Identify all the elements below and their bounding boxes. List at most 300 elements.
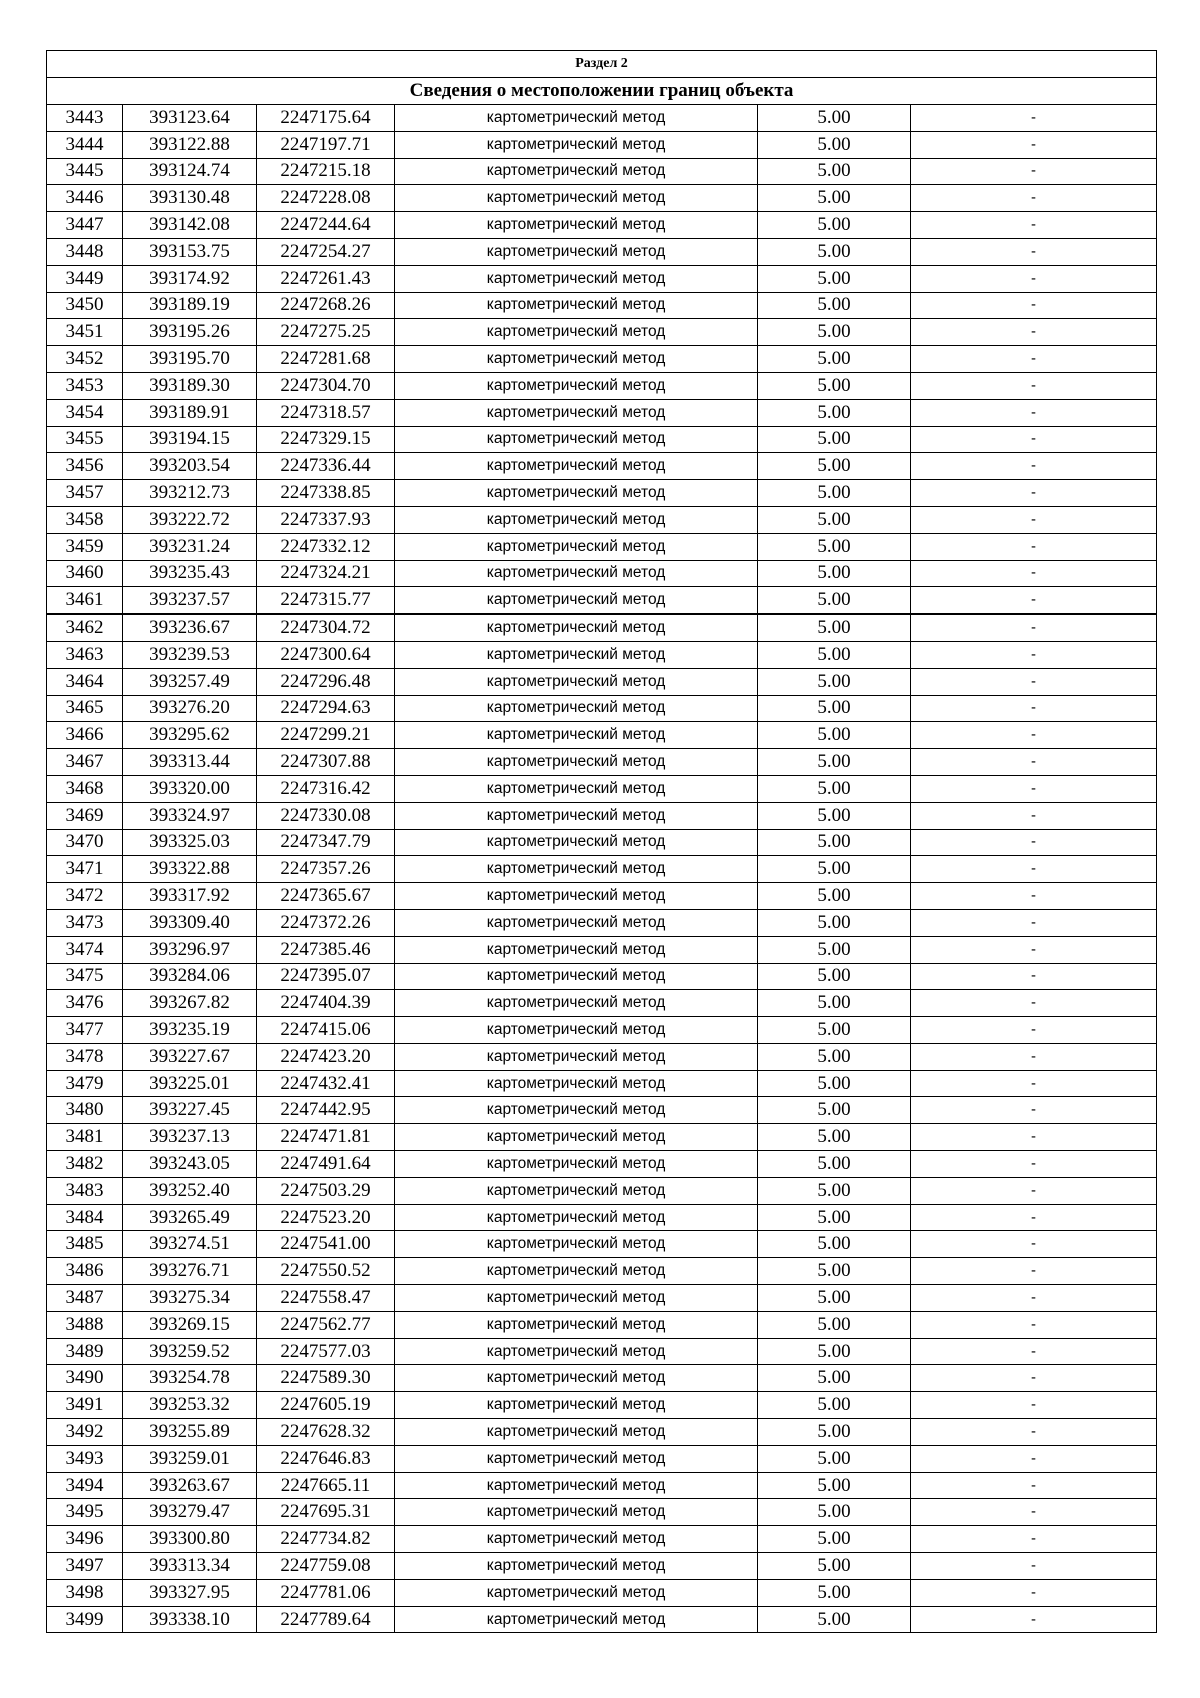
method-cell: картометрический метод (395, 1285, 758, 1312)
x-coordinate-cell: 393269.15 (123, 1311, 257, 1338)
x-coordinate-cell: 393320.00 (123, 775, 257, 802)
y-coordinate-cell: 2247415.06 (257, 1017, 395, 1044)
y-coordinate-cell: 2247307.88 (257, 749, 395, 776)
accuracy-cell: 5.00 (758, 641, 911, 668)
y-coordinate-cell: 2247254.27 (257, 238, 395, 265)
description-cell: - (911, 185, 1157, 212)
x-coordinate-cell: 393325.03 (123, 829, 257, 856)
y-coordinate-cell: 2247372.26 (257, 909, 395, 936)
point-number-cell: 3455 (47, 426, 123, 453)
description-cell: - (911, 560, 1157, 587)
point-number-cell: 3453 (47, 372, 123, 399)
accuracy-cell: 5.00 (758, 883, 911, 910)
document-page (46, 50, 1156, 1633)
accuracy-cell: 5.00 (758, 265, 911, 292)
x-coordinate-cell: 393235.43 (123, 560, 257, 587)
point-number-cell: 3479 (47, 1070, 123, 1097)
table-row (47, 1258, 1157, 1285)
y-coordinate-cell: 2247299.21 (257, 722, 395, 749)
y-coordinate-cell: 2247550.52 (257, 1258, 395, 1285)
method-cell: картометрический метод (395, 292, 758, 319)
y-coordinate-cell: 2247304.70 (257, 372, 395, 399)
point-number-cell: 3480 (47, 1097, 123, 1124)
method-cell: картометрический метод (395, 1124, 758, 1151)
table-row (47, 1204, 1157, 1231)
point-number-cell: 3449 (47, 265, 123, 292)
description-cell: - (911, 829, 1157, 856)
accuracy-cell: 5.00 (758, 292, 911, 319)
point-number-cell: 3452 (47, 346, 123, 373)
point-number-cell: 3458 (47, 506, 123, 533)
point-number-cell: 3450 (47, 292, 123, 319)
point-number-cell: 3485 (47, 1231, 123, 1258)
description-cell: - (911, 909, 1157, 936)
table-body (47, 51, 1157, 1633)
y-coordinate-cell: 2247646.83 (257, 1445, 395, 1472)
description-cell: - (911, 105, 1157, 132)
method-cell: картометрический метод (395, 319, 758, 346)
y-coordinate-cell: 2247296.48 (257, 668, 395, 695)
accuracy-cell: 5.00 (758, 131, 911, 158)
y-coordinate-cell: 2247329.15 (257, 426, 395, 453)
table-row (47, 238, 1157, 265)
y-coordinate-cell: 2247789.64 (257, 1606, 395, 1633)
point-number-cell: 3473 (47, 909, 123, 936)
accuracy-cell: 5.00 (758, 1579, 911, 1606)
table-row (47, 1606, 1157, 1633)
method-cell: картометрический метод (395, 668, 758, 695)
method-cell: картометрический метод (395, 480, 758, 507)
table-row (47, 372, 1157, 399)
table-row (47, 722, 1157, 749)
method-cell: картометрический метод (395, 1579, 758, 1606)
table-row (47, 1070, 1157, 1097)
method-cell: картометрический метод (395, 990, 758, 1017)
y-coordinate-cell: 2247558.47 (257, 1285, 395, 1312)
method-cell: картометрический метод (395, 587, 758, 614)
method-cell: картометрический метод (395, 1231, 758, 1258)
boundary-coordinates-table (46, 50, 1157, 1633)
method-cell: картометрический метод (395, 695, 758, 722)
y-coordinate-cell: 2247734.82 (257, 1526, 395, 1553)
accuracy-cell: 5.00 (758, 158, 911, 185)
accuracy-cell: 5.00 (758, 775, 911, 802)
description-cell: - (911, 1043, 1157, 1070)
table-row (47, 1151, 1157, 1178)
accuracy-cell: 5.00 (758, 1365, 911, 1392)
x-coordinate-cell: 393313.44 (123, 749, 257, 776)
point-number-cell: 3459 (47, 533, 123, 560)
method-cell: картометрический метод (395, 1499, 758, 1526)
accuracy-cell: 5.00 (758, 936, 911, 963)
description-cell: - (911, 856, 1157, 883)
description-cell: - (911, 749, 1157, 776)
table-row (47, 453, 1157, 480)
x-coordinate-cell: 393279.47 (123, 1499, 257, 1526)
x-coordinate-cell: 393231.24 (123, 533, 257, 560)
method-cell: картометрический метод (395, 265, 758, 292)
table-row (47, 1472, 1157, 1499)
x-coordinate-cell: 393142.08 (123, 212, 257, 239)
description-cell: - (911, 212, 1157, 239)
x-coordinate-cell: 393123.64 (123, 105, 257, 132)
method-cell: картометрический метод (395, 105, 758, 132)
point-number-cell: 3445 (47, 158, 123, 185)
point-number-cell: 3456 (47, 453, 123, 480)
y-coordinate-cell: 2247261.43 (257, 265, 395, 292)
accuracy-cell: 5.00 (758, 802, 911, 829)
description-cell: - (911, 1070, 1157, 1097)
accuracy-cell: 5.00 (758, 1285, 911, 1312)
method-cell: картометрический метод (395, 1070, 758, 1097)
accuracy-cell: 5.00 (758, 963, 911, 990)
point-number-cell: 3482 (47, 1151, 123, 1178)
table-row (47, 426, 1157, 453)
x-coordinate-cell: 393275.34 (123, 1285, 257, 1312)
y-coordinate-cell: 2247347.79 (257, 829, 395, 856)
point-number-cell: 3468 (47, 775, 123, 802)
method-cell: картометрический метод (395, 1606, 758, 1633)
x-coordinate-cell: 393322.88 (123, 856, 257, 883)
point-number-cell: 3494 (47, 1472, 123, 1499)
description-cell: - (911, 1553, 1157, 1580)
table-row (47, 533, 1157, 560)
x-coordinate-cell: 393122.88 (123, 131, 257, 158)
point-number-cell: 3463 (47, 641, 123, 668)
table-row (47, 1526, 1157, 1553)
x-coordinate-cell: 393274.51 (123, 1231, 257, 1258)
y-coordinate-cell: 2247336.44 (257, 453, 395, 480)
table-title: Сведения о местоположении границ объекта (47, 78, 1157, 105)
method-cell: картометрический метод (395, 856, 758, 883)
description-cell: - (911, 319, 1157, 346)
table-row (47, 1579, 1157, 1606)
table-row (47, 909, 1157, 936)
table-row (47, 560, 1157, 587)
accuracy-cell: 5.00 (758, 533, 911, 560)
table-row (47, 641, 1157, 668)
x-coordinate-cell: 393317.92 (123, 883, 257, 910)
table-row (47, 131, 1157, 158)
method-cell: картометрический метод (395, 238, 758, 265)
point-number-cell: 3461 (47, 587, 123, 614)
table-row (47, 1043, 1157, 1070)
table-row (47, 1338, 1157, 1365)
description-cell: - (911, 695, 1157, 722)
point-number-cell: 3497 (47, 1553, 123, 1580)
x-coordinate-cell: 393309.40 (123, 909, 257, 936)
y-coordinate-cell: 2247695.31 (257, 1499, 395, 1526)
table-row (47, 695, 1157, 722)
table-row (47, 856, 1157, 883)
y-coordinate-cell: 2247215.18 (257, 158, 395, 185)
accuracy-cell: 5.00 (758, 1097, 911, 1124)
y-coordinate-cell: 2247332.12 (257, 533, 395, 560)
table-row (47, 1017, 1157, 1044)
y-coordinate-cell: 2247577.03 (257, 1338, 395, 1365)
accuracy-cell: 5.00 (758, 1017, 911, 1044)
table-row (47, 480, 1157, 507)
point-number-cell: 3496 (47, 1526, 123, 1553)
x-coordinate-cell: 393174.92 (123, 265, 257, 292)
y-coordinate-cell: 2247541.00 (257, 1231, 395, 1258)
method-cell: картометрический метод (395, 1177, 758, 1204)
accuracy-cell: 5.00 (758, 909, 911, 936)
x-coordinate-cell: 393153.75 (123, 238, 257, 265)
x-coordinate-cell: 393124.74 (123, 158, 257, 185)
description-cell: - (911, 533, 1157, 560)
accuracy-cell: 5.00 (758, 1043, 911, 1070)
accuracy-cell: 5.00 (758, 426, 911, 453)
x-coordinate-cell: 393227.45 (123, 1097, 257, 1124)
table-row (47, 1124, 1157, 1151)
point-number-cell: 3484 (47, 1204, 123, 1231)
y-coordinate-cell: 2247628.32 (257, 1419, 395, 1446)
x-coordinate-cell: 393265.49 (123, 1204, 257, 1231)
point-number-cell: 3498 (47, 1579, 123, 1606)
description-cell: - (911, 238, 1157, 265)
x-coordinate-cell: 393195.26 (123, 319, 257, 346)
point-number-cell: 3495 (47, 1499, 123, 1526)
method-cell: картометрический метод (395, 453, 758, 480)
description-cell: - (911, 1017, 1157, 1044)
point-number-cell: 3490 (47, 1365, 123, 1392)
point-number-cell: 3492 (47, 1419, 123, 1446)
x-coordinate-cell: 393189.91 (123, 399, 257, 426)
table-row (47, 1097, 1157, 1124)
method-cell: картометрический метод (395, 936, 758, 963)
accuracy-cell: 5.00 (758, 695, 911, 722)
table-row (47, 105, 1157, 132)
y-coordinate-cell: 2247300.64 (257, 641, 395, 668)
method-cell: картометрический метод (395, 1097, 758, 1124)
table-title-row (47, 78, 1157, 105)
method-cell: картометрический метод (395, 1392, 758, 1419)
description-cell: - (911, 883, 1157, 910)
accuracy-cell: 5.00 (758, 238, 911, 265)
section-header-row (47, 51, 1157, 78)
y-coordinate-cell: 2247281.68 (257, 346, 395, 373)
point-number-cell: 3447 (47, 212, 123, 239)
point-number-cell: 3472 (47, 883, 123, 910)
method-cell: картометрический метод (395, 775, 758, 802)
table-row (47, 1231, 1157, 1258)
x-coordinate-cell: 393276.20 (123, 695, 257, 722)
table-row (47, 346, 1157, 373)
description-cell: - (911, 1579, 1157, 1606)
y-coordinate-cell: 2247589.30 (257, 1365, 395, 1392)
method-cell: картометрический метод (395, 1258, 758, 1285)
point-number-cell: 3476 (47, 990, 123, 1017)
y-coordinate-cell: 2247316.42 (257, 775, 395, 802)
description-cell: - (911, 722, 1157, 749)
description-cell: - (911, 1472, 1157, 1499)
description-cell: - (911, 292, 1157, 319)
point-number-cell: 3478 (47, 1043, 123, 1070)
description-cell: - (911, 453, 1157, 480)
y-coordinate-cell: 2247523.20 (257, 1204, 395, 1231)
point-number-cell: 3483 (47, 1177, 123, 1204)
method-cell: картометрический метод (395, 372, 758, 399)
table-row (47, 265, 1157, 292)
point-number-cell: 3467 (47, 749, 123, 776)
description-cell: - (911, 587, 1157, 614)
point-number-cell: 3477 (47, 1017, 123, 1044)
method-cell: картометрический метод (395, 1526, 758, 1553)
point-number-cell: 3444 (47, 131, 123, 158)
accuracy-cell: 5.00 (758, 346, 911, 373)
method-cell: картометрический метод (395, 1445, 758, 1472)
method-cell: картометрический метод (395, 614, 758, 641)
method-cell: картометрический метод (395, 883, 758, 910)
point-number-cell: 3446 (47, 185, 123, 212)
method-cell: картометрический метод (395, 1472, 758, 1499)
y-coordinate-cell: 2247318.57 (257, 399, 395, 426)
method-cell: картометрический метод (395, 1204, 758, 1231)
y-coordinate-cell: 2247432.41 (257, 1070, 395, 1097)
accuracy-cell: 5.00 (758, 1124, 911, 1151)
point-number-cell: 3465 (47, 695, 123, 722)
x-coordinate-cell: 393259.01 (123, 1445, 257, 1472)
accuracy-cell: 5.00 (758, 1070, 911, 1097)
point-number-cell: 3487 (47, 1285, 123, 1312)
accuracy-cell: 5.00 (758, 1151, 911, 1178)
accuracy-cell: 5.00 (758, 614, 911, 641)
description-cell: - (911, 1365, 1157, 1392)
accuracy-cell: 5.00 (758, 1499, 911, 1526)
point-number-cell: 3451 (47, 319, 123, 346)
x-coordinate-cell: 393203.54 (123, 453, 257, 480)
accuracy-cell: 5.00 (758, 1606, 911, 1633)
table-row (47, 1311, 1157, 1338)
point-number-cell: 3462 (47, 614, 123, 641)
table-row (47, 883, 1157, 910)
accuracy-cell: 5.00 (758, 1526, 911, 1553)
method-cell: картометрический метод (395, 1151, 758, 1178)
point-number-cell: 3486 (47, 1258, 123, 1285)
accuracy-cell: 5.00 (758, 105, 911, 132)
table-row (47, 185, 1157, 212)
description-cell: - (911, 1338, 1157, 1365)
method-cell: картометрический метод (395, 1017, 758, 1044)
x-coordinate-cell: 393295.62 (123, 722, 257, 749)
x-coordinate-cell: 393237.13 (123, 1124, 257, 1151)
table-row (47, 802, 1157, 829)
accuracy-cell: 5.00 (758, 399, 911, 426)
x-coordinate-cell: 393189.19 (123, 292, 257, 319)
point-number-cell: 3464 (47, 668, 123, 695)
method-cell: картометрический метод (395, 131, 758, 158)
description-cell: - (911, 480, 1157, 507)
description-cell: - (911, 265, 1157, 292)
description-cell: - (911, 1445, 1157, 1472)
method-cell: картометрический метод (395, 399, 758, 426)
description-cell: - (911, 346, 1157, 373)
description-cell: - (911, 990, 1157, 1017)
method-cell: картометрический метод (395, 158, 758, 185)
description-cell: - (911, 1392, 1157, 1419)
method-cell: картометрический метод (395, 909, 758, 936)
method-cell: картометрический метод (395, 1365, 758, 1392)
y-coordinate-cell: 2247385.46 (257, 936, 395, 963)
table-row (47, 1499, 1157, 1526)
description-cell: - (911, 936, 1157, 963)
accuracy-cell: 5.00 (758, 453, 911, 480)
point-number-cell: 3457 (47, 480, 123, 507)
y-coordinate-cell: 2247275.25 (257, 319, 395, 346)
description-cell: - (911, 399, 1157, 426)
method-cell: картометрический метод (395, 426, 758, 453)
y-coordinate-cell: 2247338.85 (257, 480, 395, 507)
description-cell: - (911, 614, 1157, 641)
y-coordinate-cell: 2247605.19 (257, 1392, 395, 1419)
description-cell: - (911, 1311, 1157, 1338)
y-coordinate-cell: 2247228.08 (257, 185, 395, 212)
point-number-cell: 3475 (47, 963, 123, 990)
method-cell: картометрический метод (395, 185, 758, 212)
accuracy-cell: 5.00 (758, 480, 911, 507)
accuracy-cell: 5.00 (758, 560, 911, 587)
y-coordinate-cell: 2247471.81 (257, 1124, 395, 1151)
accuracy-cell: 5.00 (758, 1231, 911, 1258)
x-coordinate-cell: 393227.67 (123, 1043, 257, 1070)
y-coordinate-cell: 2247244.64 (257, 212, 395, 239)
description-cell: - (911, 1204, 1157, 1231)
table-row (47, 1285, 1157, 1312)
y-coordinate-cell: 2247294.63 (257, 695, 395, 722)
x-coordinate-cell: 393313.34 (123, 1553, 257, 1580)
accuracy-cell: 5.00 (758, 1311, 911, 1338)
table-row (47, 1553, 1157, 1580)
y-coordinate-cell: 2247665.11 (257, 1472, 395, 1499)
x-coordinate-cell: 393267.82 (123, 990, 257, 1017)
description-cell: - (911, 426, 1157, 453)
description-cell: - (911, 372, 1157, 399)
y-coordinate-cell: 2247324.21 (257, 560, 395, 587)
x-coordinate-cell: 393236.67 (123, 614, 257, 641)
table-row (47, 587, 1157, 614)
description-cell: - (911, 641, 1157, 668)
x-coordinate-cell: 393324.97 (123, 802, 257, 829)
description-cell: - (911, 1499, 1157, 1526)
description-cell: - (911, 506, 1157, 533)
point-number-cell: 3466 (47, 722, 123, 749)
description-cell: - (911, 1097, 1157, 1124)
table-row (47, 292, 1157, 319)
point-number-cell: 3469 (47, 802, 123, 829)
y-coordinate-cell: 2247175.64 (257, 105, 395, 132)
accuracy-cell: 5.00 (758, 372, 911, 399)
y-coordinate-cell: 2247503.29 (257, 1177, 395, 1204)
table-row (47, 158, 1157, 185)
method-cell: картометрический метод (395, 212, 758, 239)
x-coordinate-cell: 393243.05 (123, 1151, 257, 1178)
accuracy-cell: 5.00 (758, 1258, 911, 1285)
method-cell: картометрический метод (395, 1338, 758, 1365)
point-number-cell: 3470 (47, 829, 123, 856)
accuracy-cell: 5.00 (758, 1338, 911, 1365)
y-coordinate-cell: 2247395.07 (257, 963, 395, 990)
method-cell: картометрический метод (395, 1311, 758, 1338)
description-cell: - (911, 1526, 1157, 1553)
y-coordinate-cell: 2247491.64 (257, 1151, 395, 1178)
accuracy-cell: 5.00 (758, 1177, 911, 1204)
y-coordinate-cell: 2247197.71 (257, 131, 395, 158)
x-coordinate-cell: 393189.30 (123, 372, 257, 399)
x-coordinate-cell: 393237.57 (123, 587, 257, 614)
x-coordinate-cell: 393327.95 (123, 1579, 257, 1606)
description-cell: - (911, 1151, 1157, 1178)
